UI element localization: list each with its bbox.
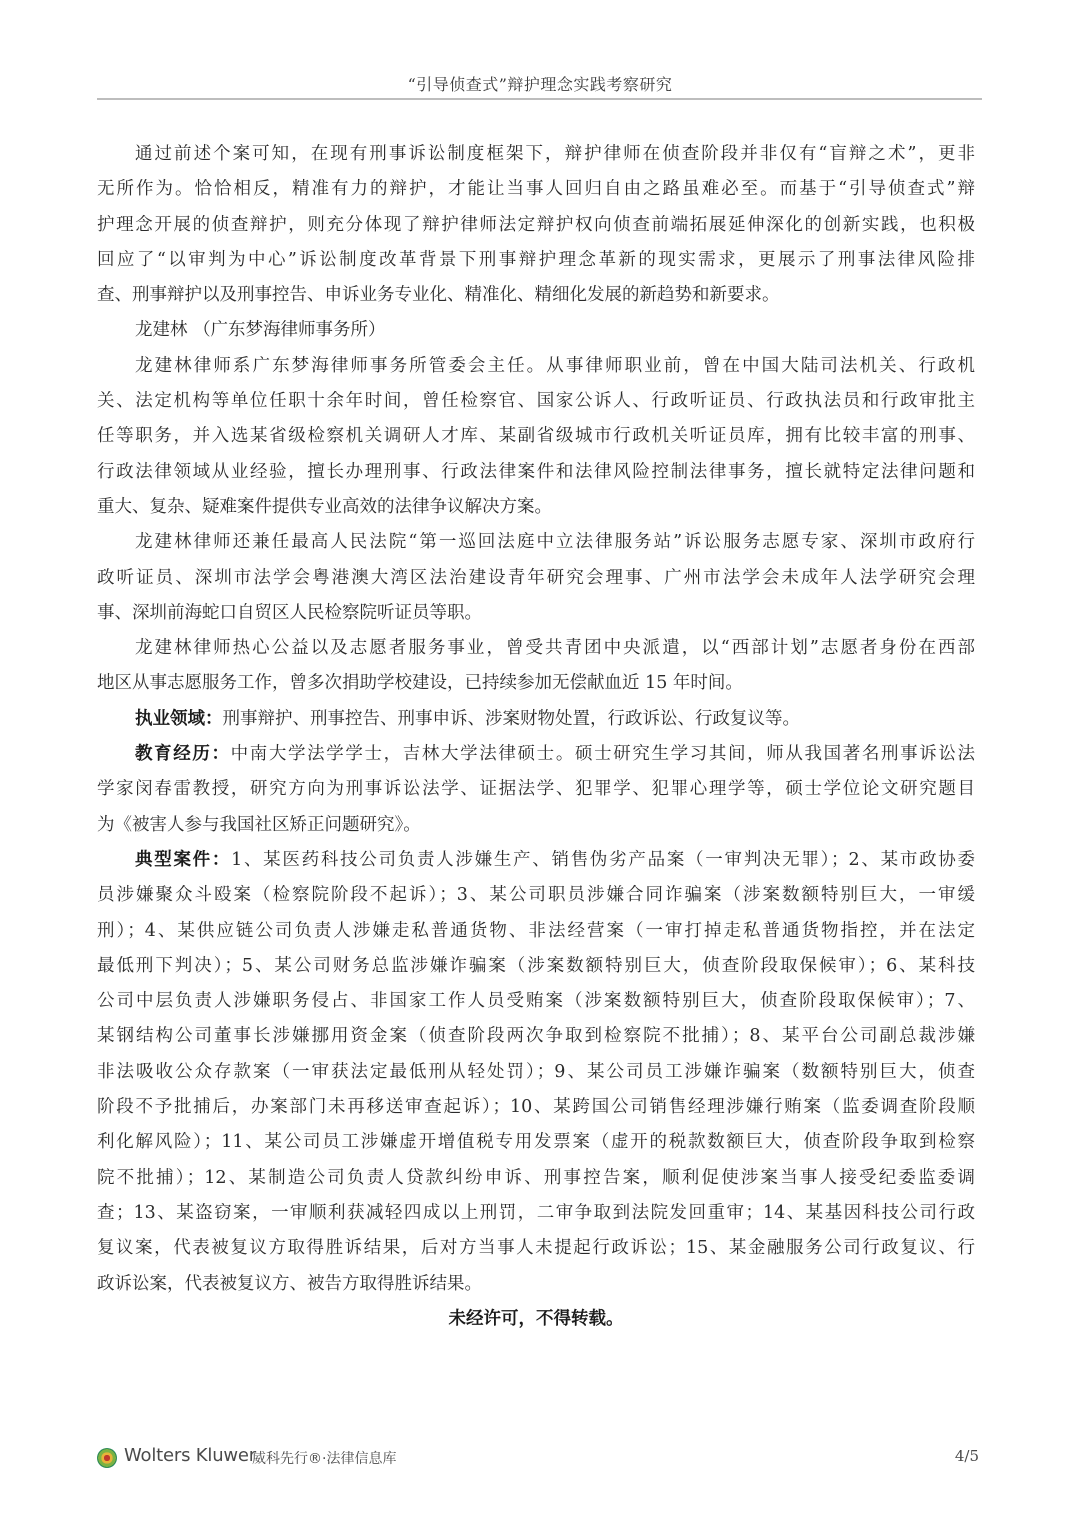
paragraph-line: 为《被害人参与我国社区矫正问题研究》。: [97, 814, 421, 835]
paragraph-line: 员涉嫌聚众斗殴案（检察院阶段不起诉）；3、某公司职员涉嫌合同诈骗案（涉案数额特别巨大，一审缓: [97, 885, 975, 906]
paragraph-line: 龙建林律师还兼任最高人民法院“第一巡回法庭中立法律服务站”诉讼服务志愿专家、深圳市政府行: [135, 532, 975, 553]
education-text: 中南大学法学学士，吉林大学法律硕士。硕士研究生学习其间，师从我国著名刑事诉讼法: [230, 744, 975, 765]
paragraph-line: 某钢结构公司董事长涉嫌挪用资金案（侦查阶段两次争取到检察院不批捕）；8、某平台公司副总裁涉嫌: [97, 1026, 975, 1047]
paragraph-line: 阶段不予批捕后，办案部门未再移送审查起诉）；10、某跨国公司销售经理涉嫌行贿案（监委调查阶段顺: [97, 1097, 975, 1118]
paragraph-line: 事、深圳前海蛇口自贸区人民检察院听证员等职。: [97, 602, 482, 623]
education-label: 教育经历：: [135, 744, 231, 765]
paragraph-line: 公司中层负责人涉嫌职务侵占、非国家工作人员受贿案（涉案数额特别巨大，侦查阶段取保候审）；7、: [97, 991, 975, 1012]
paragraph-line: 地区从事志愿服务工作，曾多次捐助学校建设，已持续参加无偿献血近 15 年时间。: [97, 673, 743, 694]
paragraph-line: 查、刑事辩护以及刑事控告、申诉业务专业化、精准化、精细化发展的新趋势和新要求。: [97, 285, 780, 306]
paragraph-line: 查；13、某盗窃案，一审顺利获减轻四成以上刑罚，二审争取到法院发回重审；14、某基因科技公司行政: [97, 1202, 975, 1223]
practice-areas-text: 刑事辩护、刑事控告、刑事申诉、涉案财物处置，行政诉讼、行政复议等。: [222, 708, 800, 729]
paragraph-line: 任等职务，并入选某省级检察机关调研人才库、某副省级城市行政机关听证员库，拥有比较丰富的刑事、: [97, 426, 975, 447]
page-footer: [97, 1444, 982, 1474]
paragraph-line: 政诉讼案，代表被复议方、被告方取得胜诉结果。: [97, 1273, 482, 1294]
document-body: [97, 137, 975, 1337]
paragraph-line: 院不批捕）；12、某制造公司负责人贷款纠纷申诉、刑事控告案，顺利促使涉案当事人接受纪委监委调: [97, 1167, 975, 1188]
page-number: 4/5: [954, 1447, 979, 1465]
paragraph-line: 重大、复杂、疑难案件提供专业高效的法律争议解决方案。: [97, 496, 552, 517]
copyright-notice: 未经许可，不得转载。: [448, 1308, 624, 1329]
brand-name: Wolters Kluwer: [124, 1445, 256, 1466]
paragraph-line: 行政法律领域从业经验，擅长办理刑事、行政法律案件和法律风险控制法律事务，擅长就特定法律问题和: [97, 461, 975, 482]
paragraph-line: 学家闵春雷教授，研究方向为刑事诉讼法学、证据法学、犯罪学、犯罪心理学等，硕士学位论文研究题目: [97, 779, 975, 800]
education: [97, 737, 975, 772]
wolters-kluwer-globe-icon: [97, 1448, 117, 1468]
paragraph-line: 龙建林律师系广东梦海律师事务所管委会主任。从事律师职业前，曾在中国大陆司法机关、行政机: [135, 355, 975, 376]
paragraph-line: 政听证员、深圳市法学会粤港澳大湾区法治建设青年研究会理事、广州市法学会未成年人法学研究会理: [97, 567, 975, 588]
running-header-title: “引导侦查式”辩护理念实践考察研究: [407, 75, 673, 94]
brand-name-cn: 威科先行®·法律信息库: [252, 1451, 397, 1467]
typical-cases-text: 1、某医药科技公司负责人涉嫌生产、销售伪劣产品案（一审判决无罪）；2、某市政协委: [231, 849, 975, 870]
paragraph-line: 复议案，代表被复议方取得胜诉结果，后对方当事人未提起行政诉讼；15、某金融服务公司行政复议、行: [97, 1238, 975, 1259]
paragraph-line: 最低刑下判决）；5、某公司财务总监涉嫌诈骗案（涉案数额特别巨大，侦查阶段取保候审）；6、某科技: [97, 955, 975, 976]
paragraph-line: 非法吸收公众存款案（一审获法定最低刑从轻处罚）；9、某公司员工涉嫌诈骗案（数额特别巨大，侦查: [97, 1061, 975, 1082]
author-name: 龙建林 （广东梦海律师事务所）: [135, 320, 386, 341]
paragraph-line: 无所作为。恰恰相反，精准有力的辩护，才能让当事人回归自由之路虽难必至。而基于“引导侦查式”辩: [97, 179, 975, 200]
paragraph-line: 护理念开展的侦查辩护，则充分体现了辩护律师法定辩护权向侦查前端拓展延伸深化的创新实践，也积极: [97, 214, 975, 235]
paragraph-line: 通过前述个案可知，在现有刑事诉讼制度框架下，辩护律师在侦查阶段并非仅有“盲辩之术”，更非: [135, 144, 975, 164]
paragraph-line: 回应了“以审判为中心”诉讼制度改革背景下刑事辩护理念革新的现实需求，更展示了刑事法律风险排: [97, 249, 975, 270]
typical-cases-label: 典型案件：: [135, 849, 232, 870]
paragraph-line: 关、法定机构等单位任职十余年时间，曾任检察官、国家公诉人、行政听证员、行政执法员和行政审批主: [97, 391, 975, 412]
practice-areas-label: 执业领域：: [135, 708, 223, 729]
header-divider: [97, 98, 982, 100]
paragraph-line: 利化解风险）；11、某公司员工涉嫌虚开增值税专用发票案（虚开的税款数额巨大，侦查阶段争取到检察: [97, 1132, 975, 1153]
typical-cases: [97, 843, 975, 878]
paragraph-line: 龙建林律师热心公益以及志愿者服务事业，曾受共青团中央派遣，以“西部计划”志愿者身份在西部: [135, 638, 975, 659]
practice-areas: [97, 702, 975, 737]
paragraph-line: 刑）；4、某供应链公司负责人涉嫌走私普通货物、非法经营案（一审打掉走私普通货物指控，并在法定: [97, 920, 975, 941]
